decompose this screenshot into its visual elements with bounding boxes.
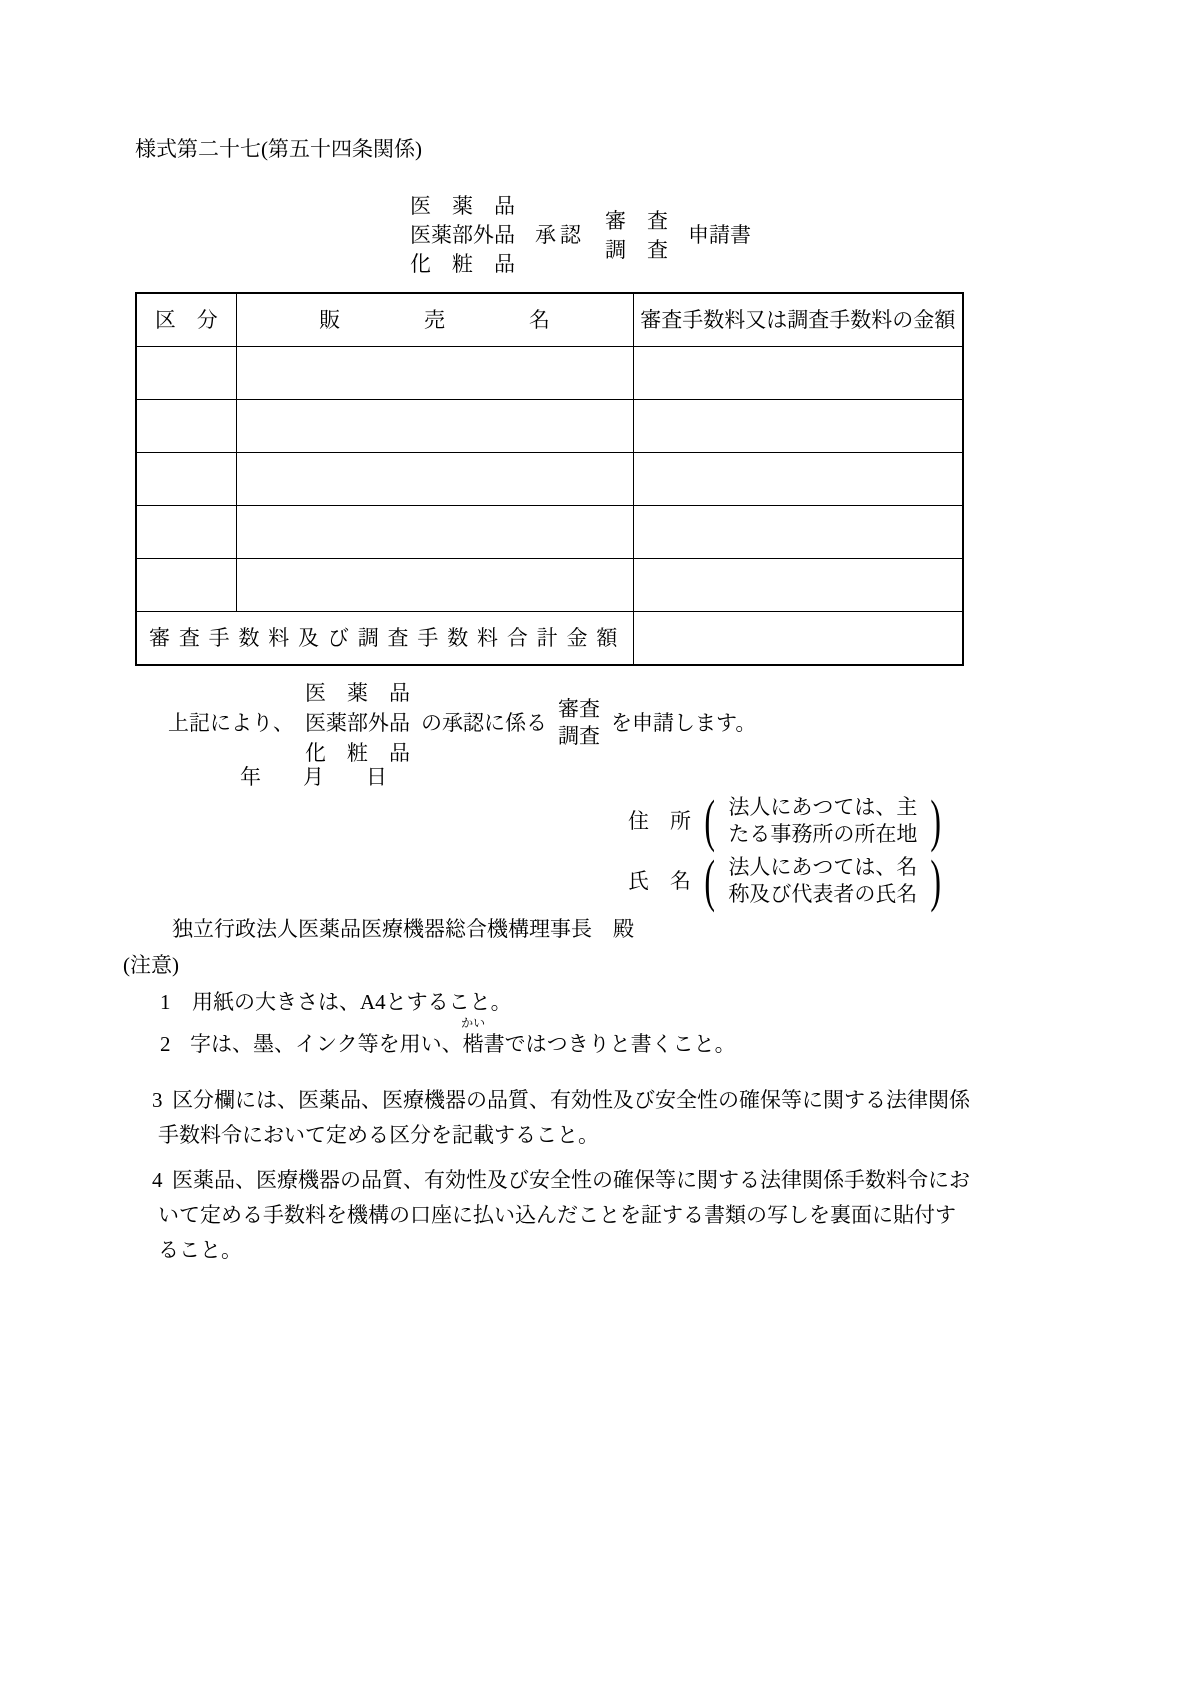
total-amount-cell bbox=[633, 612, 963, 666]
title-product-line: 化 粧 品 bbox=[410, 252, 515, 276]
category-cell bbox=[136, 347, 236, 400]
fee-table-header-row bbox=[136, 293, 963, 347]
category-cell bbox=[136, 559, 236, 612]
header-cell-fee-amount: 審査手数料又は調査手数料の金額 bbox=[633, 293, 963, 347]
document-title bbox=[410, 192, 751, 279]
note-text: 医薬品、医療機器の品質、有効性及び安全性の確保等に関する法律関係手数料令にお bbox=[172, 1168, 970, 1192]
fee-amount-cell bbox=[633, 453, 963, 506]
fee-table-empty-row bbox=[136, 453, 963, 506]
note-line: 手数料令において定める区分を記載すること。 bbox=[158, 1123, 599, 1147]
date-line: 年 月 日 bbox=[240, 765, 387, 789]
fee-table-empty-row bbox=[136, 400, 963, 453]
statement-review-stack bbox=[558, 696, 600, 750]
category-cell bbox=[136, 506, 236, 559]
addressee-line: 独立行政法人医薬品医療機器総合機構理事長 殿 bbox=[172, 917, 634, 941]
title-review-stack bbox=[605, 207, 668, 265]
note-text-after: 書ではつきりと書くこと。 bbox=[483, 1032, 736, 1056]
title-approval-label: 承認 bbox=[535, 223, 585, 248]
fee-table bbox=[135, 292, 964, 666]
address-row bbox=[628, 788, 946, 853]
product-name-cell bbox=[236, 506, 633, 559]
note-number: 3 bbox=[152, 1088, 163, 1112]
fee-amount-cell bbox=[633, 559, 963, 612]
ruby-annotated-kanji bbox=[461, 1016, 486, 1057]
note-number: 2 bbox=[160, 1032, 171, 1056]
note-text-before: 字は、墨、インク等を用い、 bbox=[190, 1032, 463, 1056]
address-note bbox=[728, 794, 917, 848]
note-item-2 bbox=[160, 1016, 736, 1057]
statement-prefix: 上記により、 bbox=[168, 710, 294, 735]
title-review-line: 調 査 bbox=[605, 237, 668, 262]
fee-amount-cell bbox=[633, 400, 963, 453]
name-label: 氏 名 bbox=[628, 868, 691, 893]
note-line: ること。 bbox=[158, 1238, 242, 1262]
title-application-label: 申請書 bbox=[688, 223, 751, 248]
header-cell-category: 区 分 bbox=[136, 293, 236, 347]
note-line: いて定める手数料を機構の口座に払い込んだことを証する書類の写しを裏面に貼付す bbox=[158, 1203, 956, 1227]
note-number: 1 bbox=[160, 990, 171, 1014]
note-item-4 bbox=[152, 1163, 970, 1268]
product-name-cell bbox=[236, 559, 633, 612]
product-name-cell bbox=[236, 347, 633, 400]
note-line bbox=[160, 1016, 736, 1057]
title-review-line: 審 査 bbox=[605, 208, 668, 233]
note-line bbox=[152, 1163, 970, 1198]
right-paren: ) bbox=[930, 848, 942, 913]
statement-product-stack bbox=[305, 678, 410, 768]
address-note-line: たる事務所の所在地 bbox=[728, 822, 918, 846]
statement-suffix: を申請します。 bbox=[611, 710, 757, 735]
right-paren: ) bbox=[930, 788, 942, 853]
left-paren: ( bbox=[704, 788, 715, 853]
category-cell bbox=[136, 400, 236, 453]
title-product-stack bbox=[410, 192, 515, 279]
statement-product-line: 化 粧 品 bbox=[305, 741, 410, 765]
notes-heading: (注意) bbox=[123, 953, 179, 977]
title-product-line: 医薬部外品 bbox=[410, 223, 515, 247]
note-text: 用紙の大きさは、A4とすること。 bbox=[192, 990, 512, 1014]
form-number: 様式第二十七(第五十四条関係) bbox=[135, 137, 422, 161]
address-label: 住 所 bbox=[628, 808, 691, 833]
application-statement bbox=[168, 678, 756, 768]
fee-table-empty-row bbox=[136, 506, 963, 559]
name-note-line: 称及び代表者の氏名 bbox=[728, 882, 918, 906]
statement-product-line: 医 薬 品 bbox=[305, 681, 410, 705]
ruby-base: 楷 bbox=[462, 1032, 484, 1056]
note-text bbox=[190, 1016, 736, 1056]
fee-table-total-row bbox=[136, 612, 963, 666]
statement-review-line: 審査 bbox=[558, 697, 600, 721]
note-item-3 bbox=[152, 1083, 970, 1153]
category-cell bbox=[136, 453, 236, 506]
product-name-cell bbox=[236, 453, 633, 506]
note-line bbox=[160, 989, 512, 1015]
total-label-cell: 審査手数料及び調査手数料合計金額 bbox=[136, 612, 633, 666]
name-note bbox=[728, 854, 917, 908]
name-row bbox=[628, 848, 946, 913]
left-paren: ( bbox=[704, 848, 715, 913]
fee-amount-cell bbox=[633, 506, 963, 559]
title-product-line: 医 薬 品 bbox=[410, 194, 515, 218]
product-name-cell bbox=[236, 400, 633, 453]
address-note-line: 法人にあつては、主 bbox=[728, 795, 918, 819]
fee-table-empty-row bbox=[136, 559, 963, 612]
note-item-1 bbox=[160, 989, 512, 1015]
note-line bbox=[152, 1083, 970, 1118]
statement-product-line: 医薬部外品 bbox=[305, 711, 410, 735]
name-note-line: 法人にあつては、名 bbox=[728, 855, 918, 879]
furigana: かい bbox=[461, 1016, 486, 1030]
header-cell-product-name: 販 売 名 bbox=[236, 293, 633, 347]
fee-table-empty-row bbox=[136, 347, 963, 400]
statement-review-line: 調査 bbox=[558, 724, 600, 748]
fee-amount-cell bbox=[633, 347, 963, 400]
note-text: 区分欄には、医薬品、医療機器の品質、有効性及び安全性の確保等に関する法律関係 bbox=[172, 1088, 970, 1112]
note-number: 4 bbox=[152, 1168, 163, 1192]
statement-middle: の承認に係る bbox=[421, 710, 547, 735]
